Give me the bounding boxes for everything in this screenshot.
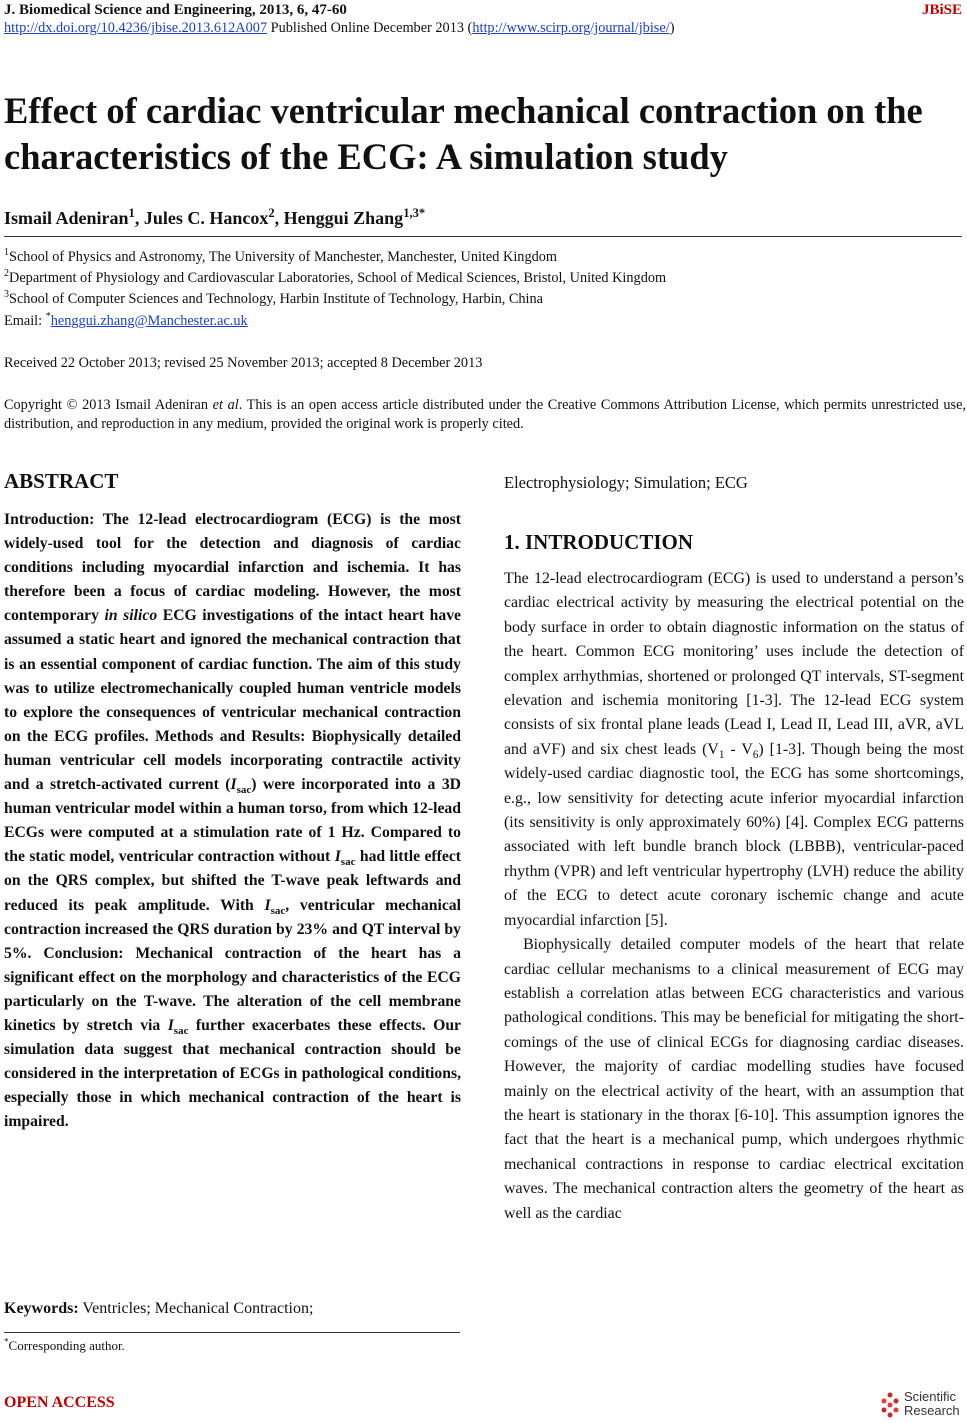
intro-text: - V [724,740,753,758]
author-sep: , [134,208,144,228]
doi-link[interactable]: http://dx.doi.org/10.4236/jbise.2013.612A007 [4,20,268,36]
close-paren: ) [669,20,675,36]
journal-url-link[interactable]: http://www.scirp.org/journal/jbise/ [472,20,670,36]
abstract-text: ECG investigations of the intact heart have assumed a static heart and ignored the mechanical contraction that is an essential component of cardiac function. The aim of this study was to utilize electromechanically coupled human ventricle models to explore the consequences of ventricular mechanical contraction on the ECG profiles. Methods and Results: Biophysically detailed human ventricular cell models incorporating contractile activity and a stretch-activated current ( [4,607,461,794]
email-label: Email: [4,313,46,329]
keywords-line1: Ventricles; Mechanical Contraction; [78,1300,314,1317]
affil-text: School of Computer Sciences and Technology, Harbin Institute of Technology, Harbin, China [9,291,544,307]
affiliation [4,270,666,287]
paper-title: Effect of cardiac ventricular mechanical contraction on the characteristics of the ECG: A simulation study [4,90,923,177]
copyright-text: Copyright © 2013 Ismail Adeniran [4,397,213,413]
affil-text: School of Physics and Astronomy, The University of Manchester, Manchester, United Kingdom [9,249,558,265]
footnote-star: * [4,1336,9,1347]
copyright-text: . This is an open access article distributed under the Creative Commons Attribution License, which permits unrestricted use, distribution, and reproduction in any medium, provided the original work is properly cited. [4,397,967,432]
abstract-italic: in silico [104,607,158,625]
author-name: Henggui Zhang [283,208,404,228]
isac-symbol: I [230,776,237,794]
email-line [4,313,248,330]
abstract-text: Introduction: The 12-lead electrocardiogram (ECG) is the most widely-used tool for the detection and diagnosis of cardiac conditions including myocardial infarction and ischemia. It has therefore been a focus of cardiac modeling. However, the most contemporary [4,511,461,625]
published-text: Published Online December 2013 ( [267,20,473,36]
affil-num: 1 [4,247,9,259]
author-affil-mark: 1,3* [403,206,426,220]
received-dates: Received 22 October 2013; revised 25 November 2013; accepted 8 December 2013 [4,355,483,371]
footnote [4,1338,125,1354]
publisher-logo [878,1390,966,1420]
isac-symbol: I [167,1016,174,1034]
introduction-heading: 1. INTRODUCTION [504,530,694,554]
keywords-line2: Electrophysiology; Simulation; ECG [504,473,748,492]
introduction-body [504,567,964,1226]
copyright-etal: et al [212,397,239,413]
isac-symbol: I [334,848,341,866]
journal-abbrev: JBiSE [921,2,962,18]
affil-num: 3 [4,289,9,301]
abstract-text: further exacerbates these effects. Our simulation data suggest that mechanical contraction should be considered in the interpretation of ECGs in pathological conditions, especially those in which mechanical contraction of the heart is impaired. [4,1016,462,1131]
footnote-divider [4,1332,460,1333]
author-name: Ismail Adeniran [4,208,129,228]
author-list [4,208,425,229]
author-affil-mark: 1 [128,206,135,220]
abstract-body [4,508,461,1134]
keywords-label: Keywords: [4,1300,79,1317]
author-name: Jules C. Hancox [143,208,269,228]
intro-text: The 12-lead electrocardiogram (ECG) is used to understand a person’s cardiac electrical activity by measuring the electrical potential on the body surface in order to obtain diagnostic information on the status of the heart. Common ECG monitoring’ uses include the detection of complex arrhythmias, shortened or prolonged QT intervals, ST-segment elevation and ischemia monitoring [1-3]. The 12-lead ECG system consists of six frontal plane leads (Lead I, Lead II, Lead III, aVR, aVL and aVF) and six chest leads (V [504,570,964,758]
author-sep: , [274,208,284,228]
isac-subscript: sac [173,1025,189,1038]
intro-text: ) [1-3]. Though being the most widely-used cardiac diagnostic tool, the ECG has some shortcomings, e.g., low sensitivity for detecting acute inferior myocardial infarction (its sensitivity is only approximately 60%) [4]. Complex ECG patterns associated with left bundle branch block (LBBB), ventricular-paced rhythm (VPR) and left ventricular hypertrophy (LVH) reduce the ability of the ECG to detect acute coronary ischemic change and acute myocardial infarction [5]. [504,740,964,929]
affiliation [4,291,543,308]
publisher-logo-text [904,1390,960,1418]
logo-line: Scientific [904,1389,957,1404]
doi-line [4,20,674,37]
abstract-text: ) were incorporated into a 3D human ventricular model within a human torso, from which 12-lead ECGs were computed at a stimulation rate of 1 Hz. Compared to the static model, ventricular contraction without [4,776,462,866]
affil-num: 2 [4,268,9,280]
intro-paragraph [504,567,964,933]
keywords [4,1300,461,1318]
abstract-text: , ventricular mechanical contraction increased the QRS duration by 23% and QT interval by 5%. Conclusion: Mechanical contraction of the heart has a significant effect on the morphology and characteristics of the ECG particularly on the T-wave. The alteration of the cell membrane kinetics by stretch via [4,896,461,1034]
copyright-notice [4,396,966,434]
lead-subscript: 1 [718,749,725,762]
header-divider [4,236,962,237]
journal-header [4,2,962,19]
author-affil-mark: 2 [268,206,275,220]
email-link[interactable]: henggui.zhang@Manchester.ac.uk [50,313,248,329]
footnote-text: Corresponding author. [8,1338,125,1353]
abstract-heading: ABSTRACT [4,469,119,493]
open-access-label: OPEN ACCESS [4,1394,115,1411]
intro-paragraph: Biophysically detailed computer models of the heart that relate cardiac cellular mechanisms to a clinical measurement of ECG may establish a correlation atlas between ECG characteristics and various pathological conditions. This may be beneficial for mitigating the shortcomings of the use of clinical ECGs for diagnosing cardiac diseases. However, the majority of cardiac modelling studies have focused mainly on the electrical activity of the heart, with an assumption that the heart is stationary in the thorax [6-10]. This assumption ignores the fact that the heart is a mechanical pump, which undergoes rhythmic mechanical contractions in response to cardiac electrical excitation waves. The mechanical contraction alters the geometry of the heart as well as the cardiac [504,936,964,1222]
email-star: * [45,311,51,323]
abstract-text: had little effect on the QRS complex, but shifted the T-wave peak leftwards and reduced its peak amplitude. With [4,848,462,914]
isac-subscript: sac [270,904,286,917]
isac-subscript: sac [340,856,356,869]
affil-text: Department of Physiology and Cardiovascular Laboratories, School of Medical Sciences, Bristol, United Kingdom [9,270,667,286]
affiliation [4,249,557,266]
isac-subscript: sac [236,784,252,797]
publisher-logo-icon [878,1392,902,1418]
isac-symbol: I [264,896,271,914]
logo-line: Research [904,1403,960,1418]
lead-subscript: 6 [752,749,759,762]
journal-citation: J. Biomedical Science and Engineering, 2013, 6, 47-60 [4,2,347,18]
